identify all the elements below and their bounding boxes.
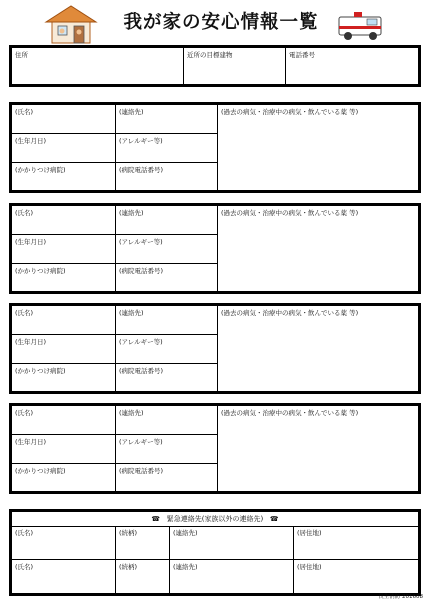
emergency-name-field[interactable] — [12, 526, 116, 560]
medical-history-label: (過去の病気・治療中の病気・飲んでいる薬 等) — [221, 409, 359, 417]
hospital-phone-label: (病院電話番号) — [119, 467, 164, 475]
hospital-field[interactable] — [12, 163, 116, 190]
hospital-phone-label: (病院電話番号) — [119, 367, 164, 375]
address-row — [9, 45, 421, 87]
allergy-field[interactable] — [116, 435, 218, 464]
phone-field[interactable] — [286, 48, 418, 84]
birthday-label: (生年月日) — [15, 238, 47, 246]
hospital-label: (かかりつけ病院) — [15, 467, 66, 475]
emergency-residence-field[interactable] — [294, 526, 418, 560]
medical-history-label: (過去の病気・治療中の病気・飲んでいる薬 等) — [221, 309, 359, 317]
emergency-title: 緊急連絡先(家族以外の連絡先) — [166, 515, 264, 523]
hospital-phone-label: (病院電話番号) — [119, 166, 164, 174]
hospital-field[interactable] — [12, 464, 116, 491]
emergency-contact-label: (連絡先) — [173, 529, 198, 537]
hospital-field[interactable] — [12, 364, 116, 391]
landmark-field[interactable] — [184, 48, 286, 84]
landmark-label: 近所の目標建物 — [187, 51, 233, 59]
emergency-name-label: (氏名) — [15, 563, 34, 571]
allergy-field[interactable] — [116, 235, 218, 264]
emergency-contact-field[interactable] — [170, 526, 294, 560]
hospital-label: (かかりつけ病院) — [15, 267, 66, 275]
hospital-label: (かかりつけ病院) — [15, 166, 66, 174]
allergy-label: (アレルギー等) — [119, 238, 163, 246]
emergency-residence-field[interactable] — [294, 560, 418, 593]
ambulance-icon — [336, 8, 386, 42]
contact-field[interactable] — [116, 206, 218, 235]
house-icon — [44, 4, 98, 44]
person-block-1 — [9, 102, 421, 193]
footer-credit: 長生消防 201608 — [378, 594, 423, 600]
emergency-residence-label: (居住地) — [297, 529, 322, 537]
hospital-phone-field[interactable] — [116, 163, 218, 190]
medical-history-label: (過去の病気・治療中の病気・飲んでいる薬 等) — [221, 209, 359, 217]
hospital-phone-field[interactable] — [116, 264, 218, 291]
contact-label: (連絡先) — [119, 108, 144, 116]
contact-field[interactable] — [116, 406, 218, 435]
name-field[interactable] — [12, 306, 116, 335]
allergy-label: (アレルギー等) — [119, 137, 163, 145]
name-label: (氏名) — [15, 209, 34, 217]
birthday-field[interactable] — [12, 235, 116, 264]
allergy-field[interactable] — [116, 134, 218, 163]
contact-label: (連絡先) — [119, 209, 144, 217]
contact-label: (連絡先) — [119, 309, 144, 317]
hospital-label: (かかりつけ病院) — [15, 367, 66, 375]
emergency-contacts-block — [9, 509, 421, 596]
phone-icon: ☎ — [269, 515, 279, 523]
birthday-field[interactable] — [12, 435, 116, 464]
allergy-label: (アレルギー等) — [119, 338, 163, 346]
birthday-field[interactable] — [12, 335, 116, 364]
person-block-2 — [9, 203, 421, 294]
medical-history-field[interactable] — [218, 105, 418, 190]
hospital-phone-label: (病院電話番号) — [119, 267, 164, 275]
name-field[interactable] — [12, 206, 116, 235]
emergency-contact-label: (連絡先) — [173, 563, 198, 571]
person-block-4 — [9, 403, 421, 494]
birthday-label: (生年月日) — [15, 338, 47, 346]
medical-history-field[interactable] — [218, 306, 418, 391]
medical-history-field[interactable] — [218, 206, 418, 291]
allergy-label: (アレルギー等) — [119, 438, 163, 446]
phone-label: 電話番号 — [289, 51, 315, 59]
emergency-relation-label: (続柄) — [119, 529, 138, 537]
name-field[interactable] — [12, 105, 116, 134]
name-label: (氏名) — [15, 108, 34, 116]
birthday-field[interactable] — [12, 134, 116, 163]
hospital-field[interactable] — [12, 264, 116, 291]
emergency-name-label: (氏名) — [15, 529, 34, 537]
emergency-relation-field[interactable] — [116, 560, 170, 593]
contact-field[interactable] — [116, 105, 218, 134]
contact-label: (連絡先) — [119, 409, 144, 417]
address-field[interactable] — [12, 48, 184, 84]
emergency-residence-label: (居住地) — [297, 563, 322, 571]
person-block-3 — [9, 303, 421, 394]
allergy-field[interactable] — [116, 335, 218, 364]
emergency-relation-field[interactable] — [116, 526, 170, 560]
emergency-relation-label: (続柄) — [119, 563, 138, 571]
emergency-title-bar — [12, 512, 418, 527]
emergency-name-field[interactable] — [12, 560, 116, 593]
page-title: 我が家の安心情報一覧 — [123, 12, 319, 33]
name-label: (氏名) — [15, 309, 34, 317]
name-field[interactable] — [12, 406, 116, 435]
hospital-phone-field[interactable] — [116, 364, 218, 391]
name-label: (氏名) — [15, 409, 34, 417]
contact-field[interactable] — [116, 306, 218, 335]
medical-history-label: (過去の病気・治療中の病気・飲んでいる薬 等) — [221, 108, 359, 116]
hospital-phone-field[interactable] — [116, 464, 218, 491]
address-label: 住所 — [15, 51, 28, 59]
emergency-contact-field[interactable] — [170, 560, 294, 593]
phone-icon: ☎ — [151, 515, 161, 523]
medical-history-field[interactable] — [218, 406, 418, 491]
birthday-label: (生年月日) — [15, 137, 47, 145]
birthday-label: (生年月日) — [15, 438, 47, 446]
